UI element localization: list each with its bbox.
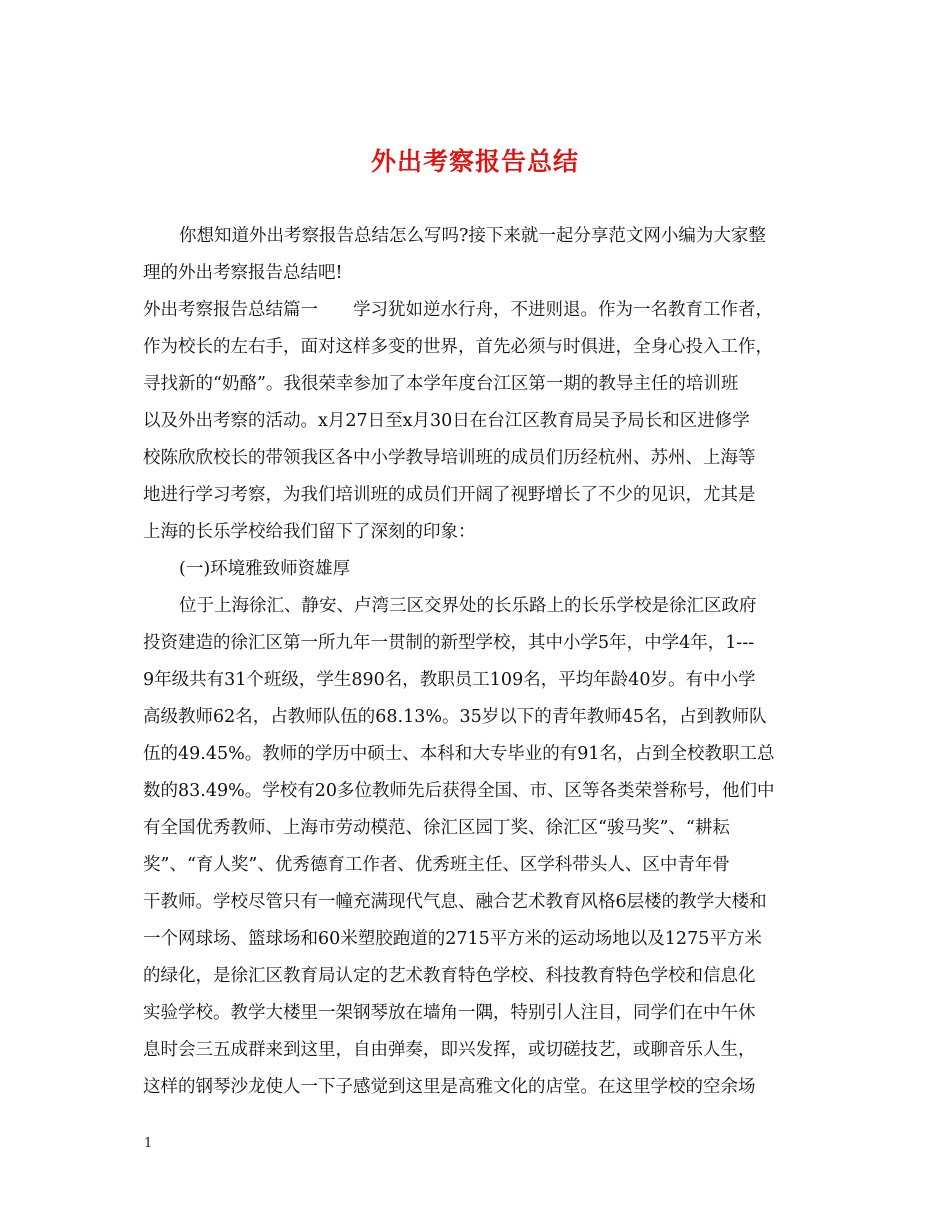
body-line: 外出考察报告总结篇一 学习犹如逆水行舟，不进则退。作为一名教育工作者，	[143, 300, 773, 320]
body-line: 数的83.49%。学校有20多位教师先后获得全国、市、区等各类荣誉称号，他们中	[143, 781, 775, 801]
body-line: 你想知道外出考察报告总结怎么写吗?接下来就一起分享范文网小编为大家整	[179, 226, 766, 246]
body-line: 校陈欣欣校长的带领我区各中小学教导培训班的成员们历经杭州、苏州、上海等	[143, 448, 756, 468]
body-line: 这样的钢琴沙龙使人一下子感觉到这里是高雅文化的店堂。在这里学校的空余场	[143, 1077, 756, 1097]
body-line: 投资建造的徐汇区第一所九年一贯制的新型学校，其中小学5年，中学4年，1---	[143, 633, 755, 653]
body-line: 9年级共有31个班级，学生890名，教职员工109名，平均年龄40岁。有中小学	[143, 670, 756, 690]
body-line: 的绿化，是徐汇区教育局认定的艺术教育特色学校、科技教育特色学校和信息化	[143, 966, 756, 986]
body-line: 息时会三五成群来到这里，自由弹奏，即兴发挥，或切磋技艺，或聊音乐人生，	[143, 1040, 756, 1060]
section-heading: (一)环境雅致师资雄厚	[179, 559, 351, 579]
body-line: 上海的长乐学校给我们留下了深刻的印象：	[143, 522, 476, 542]
body-line: 位于上海徐汇、静安、卢湾三区交界处的长乐路上的长乐学校是徐汇区政府	[179, 596, 757, 616]
body-line: 地进行学习考察，为我们培训班的成员们开阔了视野增长了不少的见识，尤其是	[143, 485, 756, 505]
body-line: 理的外出考察报告总结吧!	[143, 263, 343, 283]
body-line: 作为校长的左右手，面对这样多变的世界，首先必须与时俱进，全身心投入工作，	[143, 337, 773, 357]
body-line: 奖”、“育人奖”、优秀德育工作者、优秀班主任、区学科带头人、区中青年骨	[143, 855, 730, 875]
body-line: 有全国优秀教师、上海市劳动模范、徐汇区园丁奖、徐汇区“骏马奖”、“耕耘	[143, 818, 730, 838]
page-number: 1	[144, 1136, 153, 1151]
body-line: 实验学校。教学大楼里一架钢琴放在墙角一隅，特别引人注目，同学们在中午休	[143, 1003, 756, 1023]
body-line: 以及外出考察的活动。x月27日至x月30日在台江区教育局吴予局长和区进修学	[143, 411, 750, 431]
body-line: 高级教师62名，占教师队伍的68.13%。35岁以下的青年教师45名，占到教师队	[143, 707, 767, 727]
body-line: 干教师。学校尽管只有一幢充满现代气息、融合艺术教育风格6层楼的教学大楼和	[143, 892, 767, 912]
body-line: 一个网球场、篮球场和60米塑胶跑道的2715平方米的运动场地以及1275平方米	[143, 929, 762, 949]
body-line: 寻找新的“奶酪”。我很荣幸参加了本学年度台江区第一期的教导主任的培训班	[143, 374, 739, 394]
body-line: 伍的49.45%。教师的学历中硕士、本科和大专毕业的有91名，占到全校教职工总	[143, 744, 775, 764]
document-title: 外出考察报告总结	[370, 147, 579, 176]
